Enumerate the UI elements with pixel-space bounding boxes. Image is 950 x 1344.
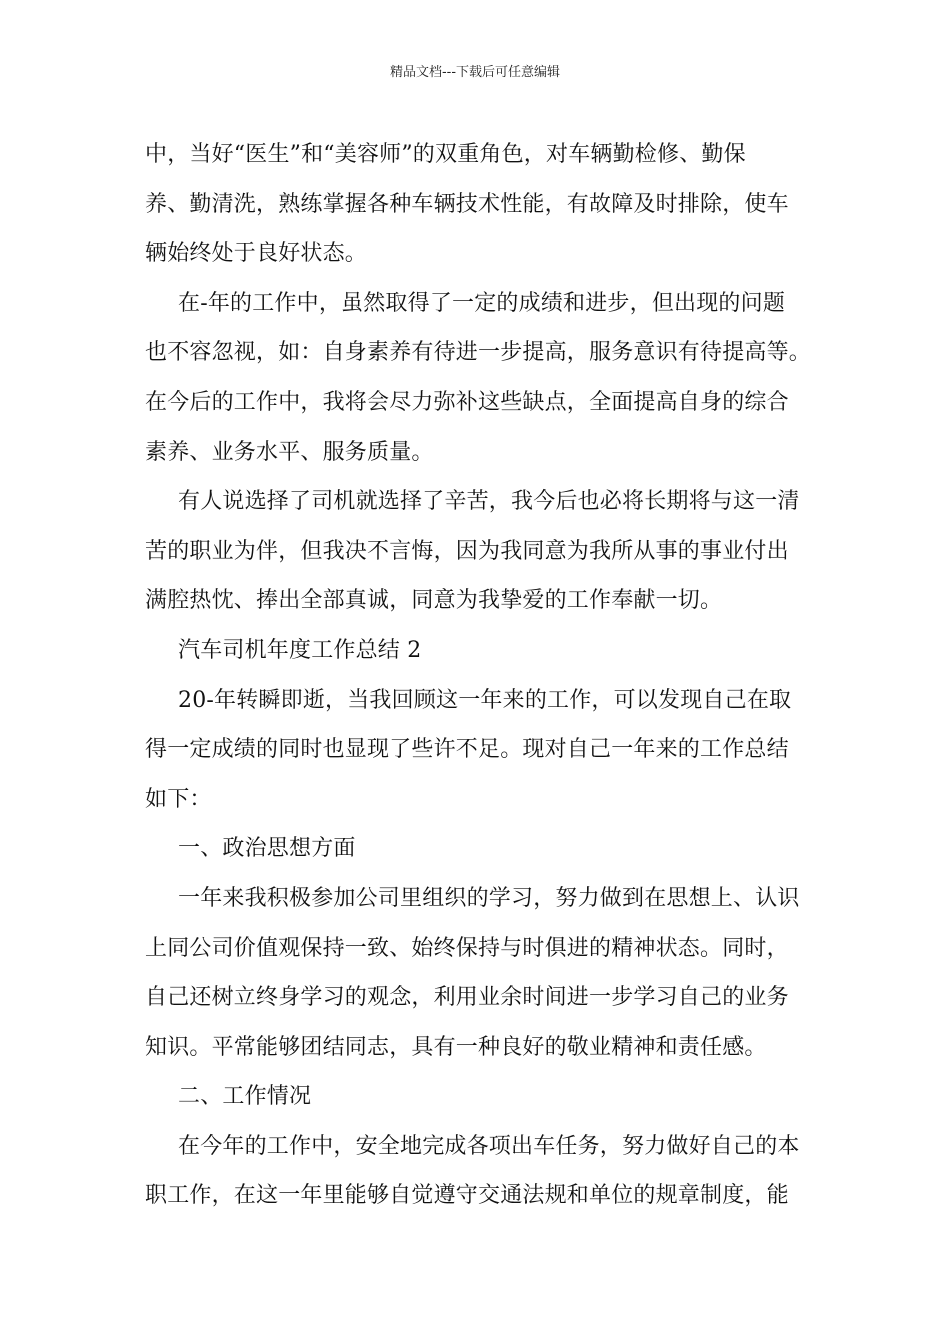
text-line: 苦的职业为伴，但我决不言悔，因为我同意为我所从事的事业付出 xyxy=(145,538,789,564)
text-line: 在今后的工作中，我将会尽力弥补这些缺点，全面提高自身的综合 xyxy=(145,389,789,415)
text-line: 养、勤清洗，熟练掌握各种车辆技术性能，有故障及时排除，使车 xyxy=(145,191,789,217)
page-header: 精品文档---下载后可任意编辑 xyxy=(389,65,561,80)
text-line: 一年来我积极参加公司里组织的学习，努力做到在思想上、认识 xyxy=(178,885,800,911)
text-line: 汽车司机年度工作总结 2 xyxy=(178,637,422,663)
document-body xyxy=(145,130,810,1221)
text-line: 素养、业务水平、服务质量。 xyxy=(145,439,434,465)
text-line: 得一定成绩的同时也显现了些许不足。现对自己一年来的工作总结 xyxy=(145,737,789,763)
text-line: 职工作，在这一年里能够自觉遵守交通法规和单位的规章制度，能 xyxy=(145,1183,789,1209)
text-line: 在-年的工作中，虽然取得了一定的成绩和进步，但出现的问题 xyxy=(178,290,786,316)
text-line: 知识。平常能够团结同志，具有一种良好的敬业精神和责任感。 xyxy=(145,1034,767,1060)
text-line: 中，当好“医生”和“美容师”的双重角色，对车辆勤检修、勤保 xyxy=(145,142,746,167)
text-line: 二、工作情况 xyxy=(178,1084,312,1110)
text-line: 也不容忽视，如：自身素养有待进一步提高，服务意识有待提高等。 xyxy=(145,340,812,366)
text-line: 辆始终处于良好状态。 xyxy=(145,241,368,267)
text-line: 一、政治思想方面 xyxy=(178,836,356,862)
text-line: 20-年转瞬即逝，当我回顾这一年来的工作，可以发现自己在取 xyxy=(178,687,792,713)
text-line: 自己还树立终身学习的观念，利用业余时间进一步学习自己的业务 xyxy=(145,985,789,1011)
text-line: 满腔热忱、捧出全部真诚，同意为我挚爱的工作奉献一切。 xyxy=(145,588,723,614)
text-line: 有人说选择了司机就选择了辛苦，我今后也必将长期将与这一清 xyxy=(178,489,800,515)
text-line: 上同公司价值观保持一致、始终保持与时俱进的精神状态。同时， xyxy=(145,935,789,961)
text-line: 如下： xyxy=(145,786,212,812)
text-line: 在今年的工作中，安全地完成各项出车任务，努力做好自己的本 xyxy=(178,1133,800,1159)
